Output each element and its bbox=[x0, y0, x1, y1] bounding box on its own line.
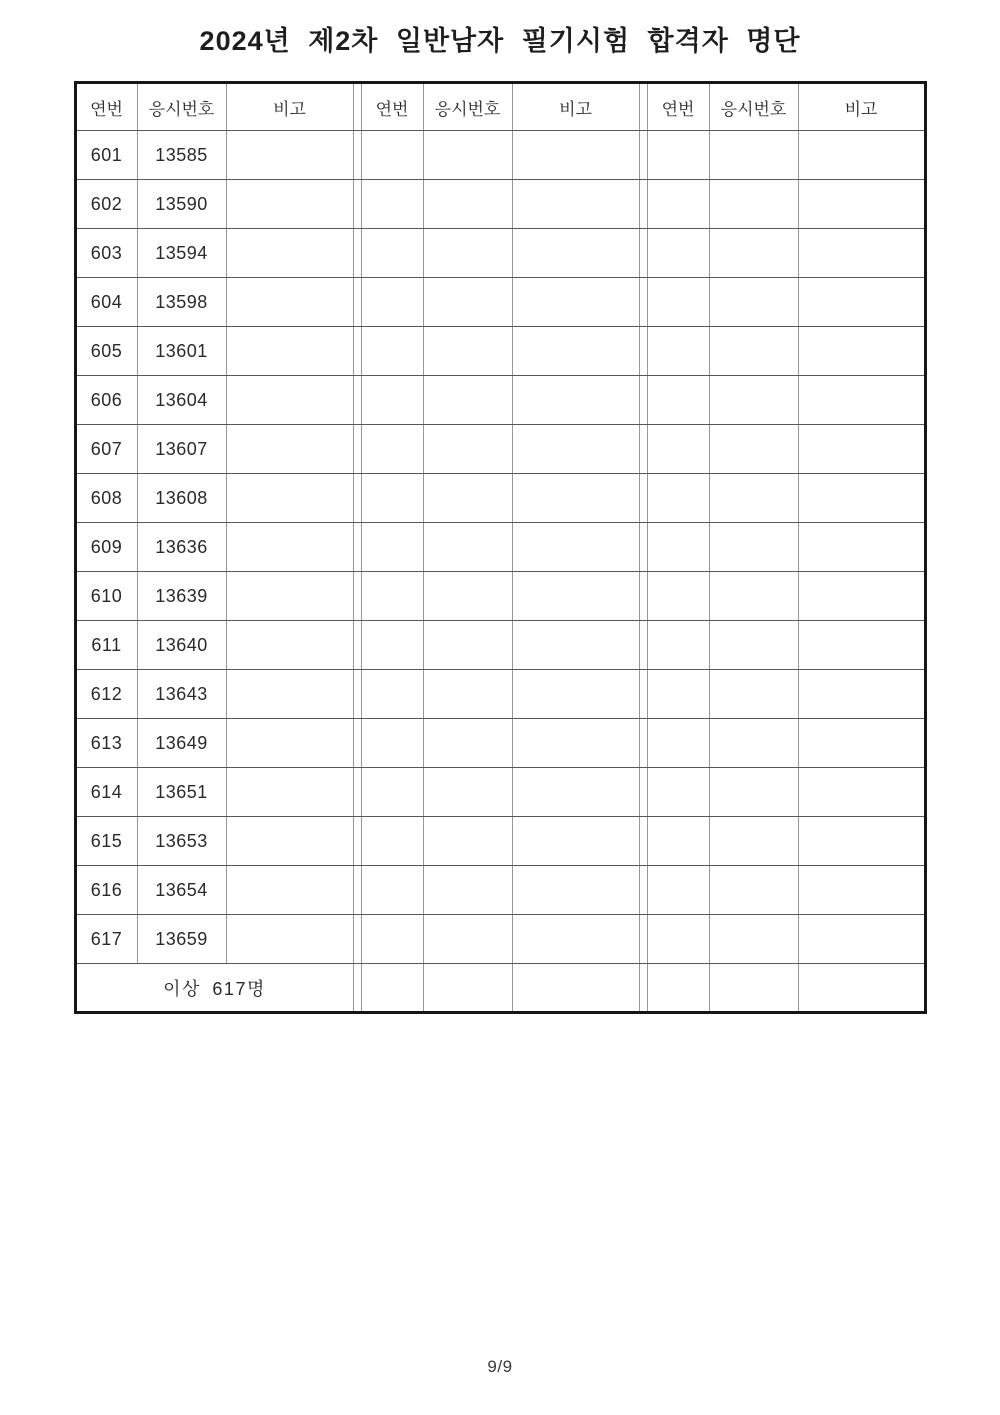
group-divider bbox=[353, 278, 361, 327]
serial-cell bbox=[361, 964, 423, 1013]
remark-cell bbox=[512, 327, 639, 376]
group-divider bbox=[639, 83, 647, 131]
exam-no-cell bbox=[423, 131, 512, 180]
group-divider bbox=[639, 278, 647, 327]
table-row bbox=[75, 131, 925, 180]
exam-no-cell bbox=[423, 817, 512, 866]
exam-no-cell bbox=[423, 229, 512, 278]
serial-cell: 611 bbox=[75, 621, 137, 670]
serial-cell bbox=[361, 180, 423, 229]
exam-no-cell bbox=[709, 621, 798, 670]
serial-cell: 608 bbox=[75, 474, 137, 523]
group-divider bbox=[353, 866, 361, 915]
remark-cell bbox=[798, 670, 925, 719]
serial-cell: 606 bbox=[75, 376, 137, 425]
table-row bbox=[75, 621, 925, 670]
exam-no-cell: 13607 bbox=[137, 425, 226, 474]
serial-cell bbox=[647, 670, 709, 719]
serial-cell bbox=[361, 523, 423, 572]
serial-cell bbox=[647, 719, 709, 768]
serial-header: 연번 bbox=[361, 83, 423, 131]
remark-cell bbox=[798, 131, 925, 180]
remark-cell bbox=[226, 229, 353, 278]
group-divider bbox=[639, 621, 647, 670]
serial-cell bbox=[647, 523, 709, 572]
group-divider bbox=[639, 670, 647, 719]
table-row bbox=[75, 572, 925, 621]
exam-no-cell bbox=[709, 915, 798, 964]
remark-header: 비고 bbox=[512, 83, 639, 131]
group-divider bbox=[639, 131, 647, 180]
serial-cell bbox=[647, 572, 709, 621]
remark-cell bbox=[512, 278, 639, 327]
group-divider bbox=[639, 376, 647, 425]
remark-cell bbox=[798, 719, 925, 768]
remark-cell bbox=[512, 376, 639, 425]
exam-no-cell bbox=[423, 621, 512, 670]
group-divider bbox=[353, 670, 361, 719]
group-divider bbox=[353, 719, 361, 768]
group-divider bbox=[639, 572, 647, 621]
remark-cell bbox=[512, 572, 639, 621]
serial-cell bbox=[647, 327, 709, 376]
serial-header: 연번 bbox=[647, 83, 709, 131]
table-row bbox=[75, 327, 925, 376]
remark-cell bbox=[512, 523, 639, 572]
remark-cell bbox=[226, 670, 353, 719]
remark-cell bbox=[512, 964, 639, 1013]
table-row bbox=[75, 523, 925, 572]
remark-cell bbox=[512, 131, 639, 180]
serial-cell: 615 bbox=[75, 817, 137, 866]
group-divider bbox=[353, 229, 361, 278]
table-row bbox=[75, 915, 925, 964]
exam-no-header: 응시번호 bbox=[423, 83, 512, 131]
remark-cell bbox=[226, 572, 353, 621]
group-divider bbox=[639, 229, 647, 278]
exam-no-cell: 13654 bbox=[137, 866, 226, 915]
serial-cell bbox=[361, 915, 423, 964]
serial-cell bbox=[361, 327, 423, 376]
exam-no-cell bbox=[423, 915, 512, 964]
serial-cell bbox=[647, 229, 709, 278]
remark-cell bbox=[798, 229, 925, 278]
group-divider bbox=[353, 964, 361, 1013]
remark-cell bbox=[798, 523, 925, 572]
serial-cell bbox=[361, 817, 423, 866]
group-divider bbox=[353, 523, 361, 572]
group-divider bbox=[353, 817, 361, 866]
remark-cell bbox=[226, 278, 353, 327]
serial-cell: 614 bbox=[75, 768, 137, 817]
table-row bbox=[75, 425, 925, 474]
exam-no-cell bbox=[423, 474, 512, 523]
group-divider bbox=[353, 131, 361, 180]
exam-no-cell bbox=[709, 425, 798, 474]
serial-cell: 617 bbox=[75, 915, 137, 964]
serial-cell bbox=[361, 866, 423, 915]
group-divider bbox=[353, 474, 361, 523]
group-divider bbox=[353, 83, 361, 131]
serial-cell: 607 bbox=[75, 425, 137, 474]
serial-cell bbox=[647, 964, 709, 1013]
remark-cell bbox=[798, 964, 925, 1013]
serial-cell: 605 bbox=[75, 327, 137, 376]
exam-no-cell bbox=[709, 572, 798, 621]
remark-cell bbox=[226, 817, 353, 866]
table-row bbox=[75, 768, 925, 817]
group-divider bbox=[639, 327, 647, 376]
serial-cell: 603 bbox=[75, 229, 137, 278]
exam-no-cell bbox=[423, 768, 512, 817]
group-divider bbox=[639, 915, 647, 964]
exam-no-cell: 13594 bbox=[137, 229, 226, 278]
remark-cell bbox=[226, 376, 353, 425]
remark-cell bbox=[798, 425, 925, 474]
serial-cell: 609 bbox=[75, 523, 137, 572]
exam-no-cell: 13649 bbox=[137, 719, 226, 768]
exam-no-cell: 13651 bbox=[137, 768, 226, 817]
remark-cell bbox=[226, 768, 353, 817]
table-row bbox=[75, 278, 925, 327]
remark-cell bbox=[512, 866, 639, 915]
serial-cell bbox=[361, 670, 423, 719]
serial-cell bbox=[361, 425, 423, 474]
remark-cell bbox=[798, 180, 925, 229]
exam-no-cell bbox=[709, 523, 798, 572]
serial-cell bbox=[361, 768, 423, 817]
exam-no-cell bbox=[423, 327, 512, 376]
group-divider bbox=[353, 621, 361, 670]
serial-cell bbox=[361, 572, 423, 621]
exam-no-cell bbox=[423, 180, 512, 229]
group-divider bbox=[639, 817, 647, 866]
table-row bbox=[75, 866, 925, 915]
serial-cell bbox=[361, 621, 423, 670]
table-row bbox=[75, 719, 925, 768]
exam-no-cell bbox=[709, 278, 798, 327]
remark-cell bbox=[226, 131, 353, 180]
exam-no-cell: 13640 bbox=[137, 621, 226, 670]
remark-cell bbox=[798, 866, 925, 915]
summary-cell: 이상 617명 bbox=[75, 964, 353, 1013]
serial-cell bbox=[361, 229, 423, 278]
exam-no-cell: 13604 bbox=[137, 376, 226, 425]
serial-cell bbox=[647, 915, 709, 964]
remark-cell bbox=[798, 278, 925, 327]
remark-cell bbox=[226, 425, 353, 474]
remark-cell bbox=[512, 768, 639, 817]
table-row bbox=[75, 180, 925, 229]
serial-cell: 610 bbox=[75, 572, 137, 621]
remark-cell bbox=[798, 474, 925, 523]
remark-cell bbox=[512, 621, 639, 670]
serial-cell bbox=[647, 866, 709, 915]
exam-no-cell bbox=[423, 425, 512, 474]
table-row bbox=[75, 670, 925, 719]
group-divider bbox=[639, 964, 647, 1013]
exam-no-cell: 13639 bbox=[137, 572, 226, 621]
serial-cell bbox=[647, 376, 709, 425]
exam-no-cell bbox=[423, 278, 512, 327]
group-divider bbox=[639, 523, 647, 572]
remark-cell bbox=[226, 523, 353, 572]
serial-cell: 616 bbox=[75, 866, 137, 915]
exam-no-cell bbox=[423, 670, 512, 719]
group-divider bbox=[639, 474, 647, 523]
remark-cell bbox=[798, 817, 925, 866]
exam-no-cell: 13585 bbox=[137, 131, 226, 180]
exam-no-cell bbox=[709, 131, 798, 180]
remark-cell bbox=[226, 327, 353, 376]
serial-cell bbox=[647, 425, 709, 474]
group-divider bbox=[353, 425, 361, 474]
exam-no-cell bbox=[423, 523, 512, 572]
remark-header: 비고 bbox=[226, 83, 353, 131]
group-divider bbox=[639, 866, 647, 915]
exam-no-cell: 13659 bbox=[137, 915, 226, 964]
serial-cell bbox=[647, 180, 709, 229]
remark-cell bbox=[512, 474, 639, 523]
serial-cell bbox=[361, 278, 423, 327]
serial-cell bbox=[647, 131, 709, 180]
serial-cell: 613 bbox=[75, 719, 137, 768]
remark-cell bbox=[798, 621, 925, 670]
group-divider bbox=[353, 180, 361, 229]
passers-table bbox=[74, 81, 927, 1014]
exam-no-cell: 13601 bbox=[137, 327, 226, 376]
remark-cell bbox=[798, 327, 925, 376]
exam-no-header: 응시번호 bbox=[709, 83, 798, 131]
remark-cell bbox=[226, 621, 353, 670]
exam-no-cell: 13598 bbox=[137, 278, 226, 327]
remark-cell bbox=[226, 180, 353, 229]
exam-no-cell bbox=[709, 817, 798, 866]
remark-cell bbox=[512, 719, 639, 768]
serial-header: 연번 bbox=[75, 83, 137, 131]
exam-no-cell bbox=[423, 719, 512, 768]
group-divider bbox=[639, 768, 647, 817]
exam-no-cell bbox=[709, 719, 798, 768]
remark-cell bbox=[512, 229, 639, 278]
exam-no-header: 응시번호 bbox=[137, 83, 226, 131]
serial-cell bbox=[361, 376, 423, 425]
remark-cell bbox=[226, 474, 353, 523]
exam-no-cell bbox=[709, 768, 798, 817]
group-divider bbox=[639, 425, 647, 474]
table-row bbox=[75, 229, 925, 278]
table-row bbox=[75, 817, 925, 866]
serial-cell bbox=[361, 474, 423, 523]
serial-cell: 612 bbox=[75, 670, 137, 719]
group-divider bbox=[353, 768, 361, 817]
exam-no-cell bbox=[709, 474, 798, 523]
exam-no-cell bbox=[423, 376, 512, 425]
remark-cell bbox=[226, 719, 353, 768]
table-row bbox=[75, 376, 925, 425]
page-number: 9/9 bbox=[487, 1357, 513, 1376]
exam-no-cell: 13636 bbox=[137, 523, 226, 572]
remark-cell bbox=[798, 915, 925, 964]
serial-cell bbox=[647, 817, 709, 866]
exam-no-cell: 13608 bbox=[137, 474, 226, 523]
remark-cell bbox=[512, 915, 639, 964]
remark-cell bbox=[798, 572, 925, 621]
header-row bbox=[75, 83, 925, 131]
exam-no-cell bbox=[709, 327, 798, 376]
remark-cell bbox=[226, 866, 353, 915]
serial-cell bbox=[647, 621, 709, 670]
serial-cell: 604 bbox=[75, 278, 137, 327]
exam-no-cell bbox=[709, 229, 798, 278]
summary-row bbox=[75, 964, 925, 1013]
exam-no-cell bbox=[709, 180, 798, 229]
remark-header: 비고 bbox=[798, 83, 925, 131]
exam-no-cell: 13643 bbox=[137, 670, 226, 719]
remark-cell bbox=[512, 180, 639, 229]
remark-cell bbox=[798, 768, 925, 817]
serial-cell bbox=[361, 719, 423, 768]
group-divider bbox=[639, 180, 647, 229]
group-divider bbox=[353, 327, 361, 376]
exam-no-cell bbox=[423, 964, 512, 1013]
group-divider bbox=[639, 719, 647, 768]
exam-no-cell bbox=[709, 964, 798, 1013]
group-divider bbox=[353, 572, 361, 621]
exam-no-cell bbox=[709, 670, 798, 719]
exam-no-cell bbox=[709, 376, 798, 425]
remark-cell bbox=[798, 376, 925, 425]
remark-cell bbox=[512, 425, 639, 474]
remark-cell bbox=[226, 915, 353, 964]
serial-cell: 601 bbox=[75, 131, 137, 180]
serial-cell: 602 bbox=[75, 180, 137, 229]
exam-no-cell bbox=[423, 866, 512, 915]
group-divider bbox=[353, 915, 361, 964]
serial-cell bbox=[647, 278, 709, 327]
exam-no-cell bbox=[709, 866, 798, 915]
group-divider bbox=[353, 376, 361, 425]
exam-no-cell: 13653 bbox=[137, 817, 226, 866]
serial-cell bbox=[361, 131, 423, 180]
serial-cell bbox=[647, 768, 709, 817]
exam-no-cell: 13590 bbox=[137, 180, 226, 229]
remark-cell bbox=[512, 670, 639, 719]
exam-no-cell bbox=[423, 572, 512, 621]
remark-cell bbox=[512, 817, 639, 866]
serial-cell bbox=[647, 474, 709, 523]
document-title: 2024년 제2차 일반남자 필기시험 합격자 명단 bbox=[199, 26, 801, 56]
table-row bbox=[75, 474, 925, 523]
